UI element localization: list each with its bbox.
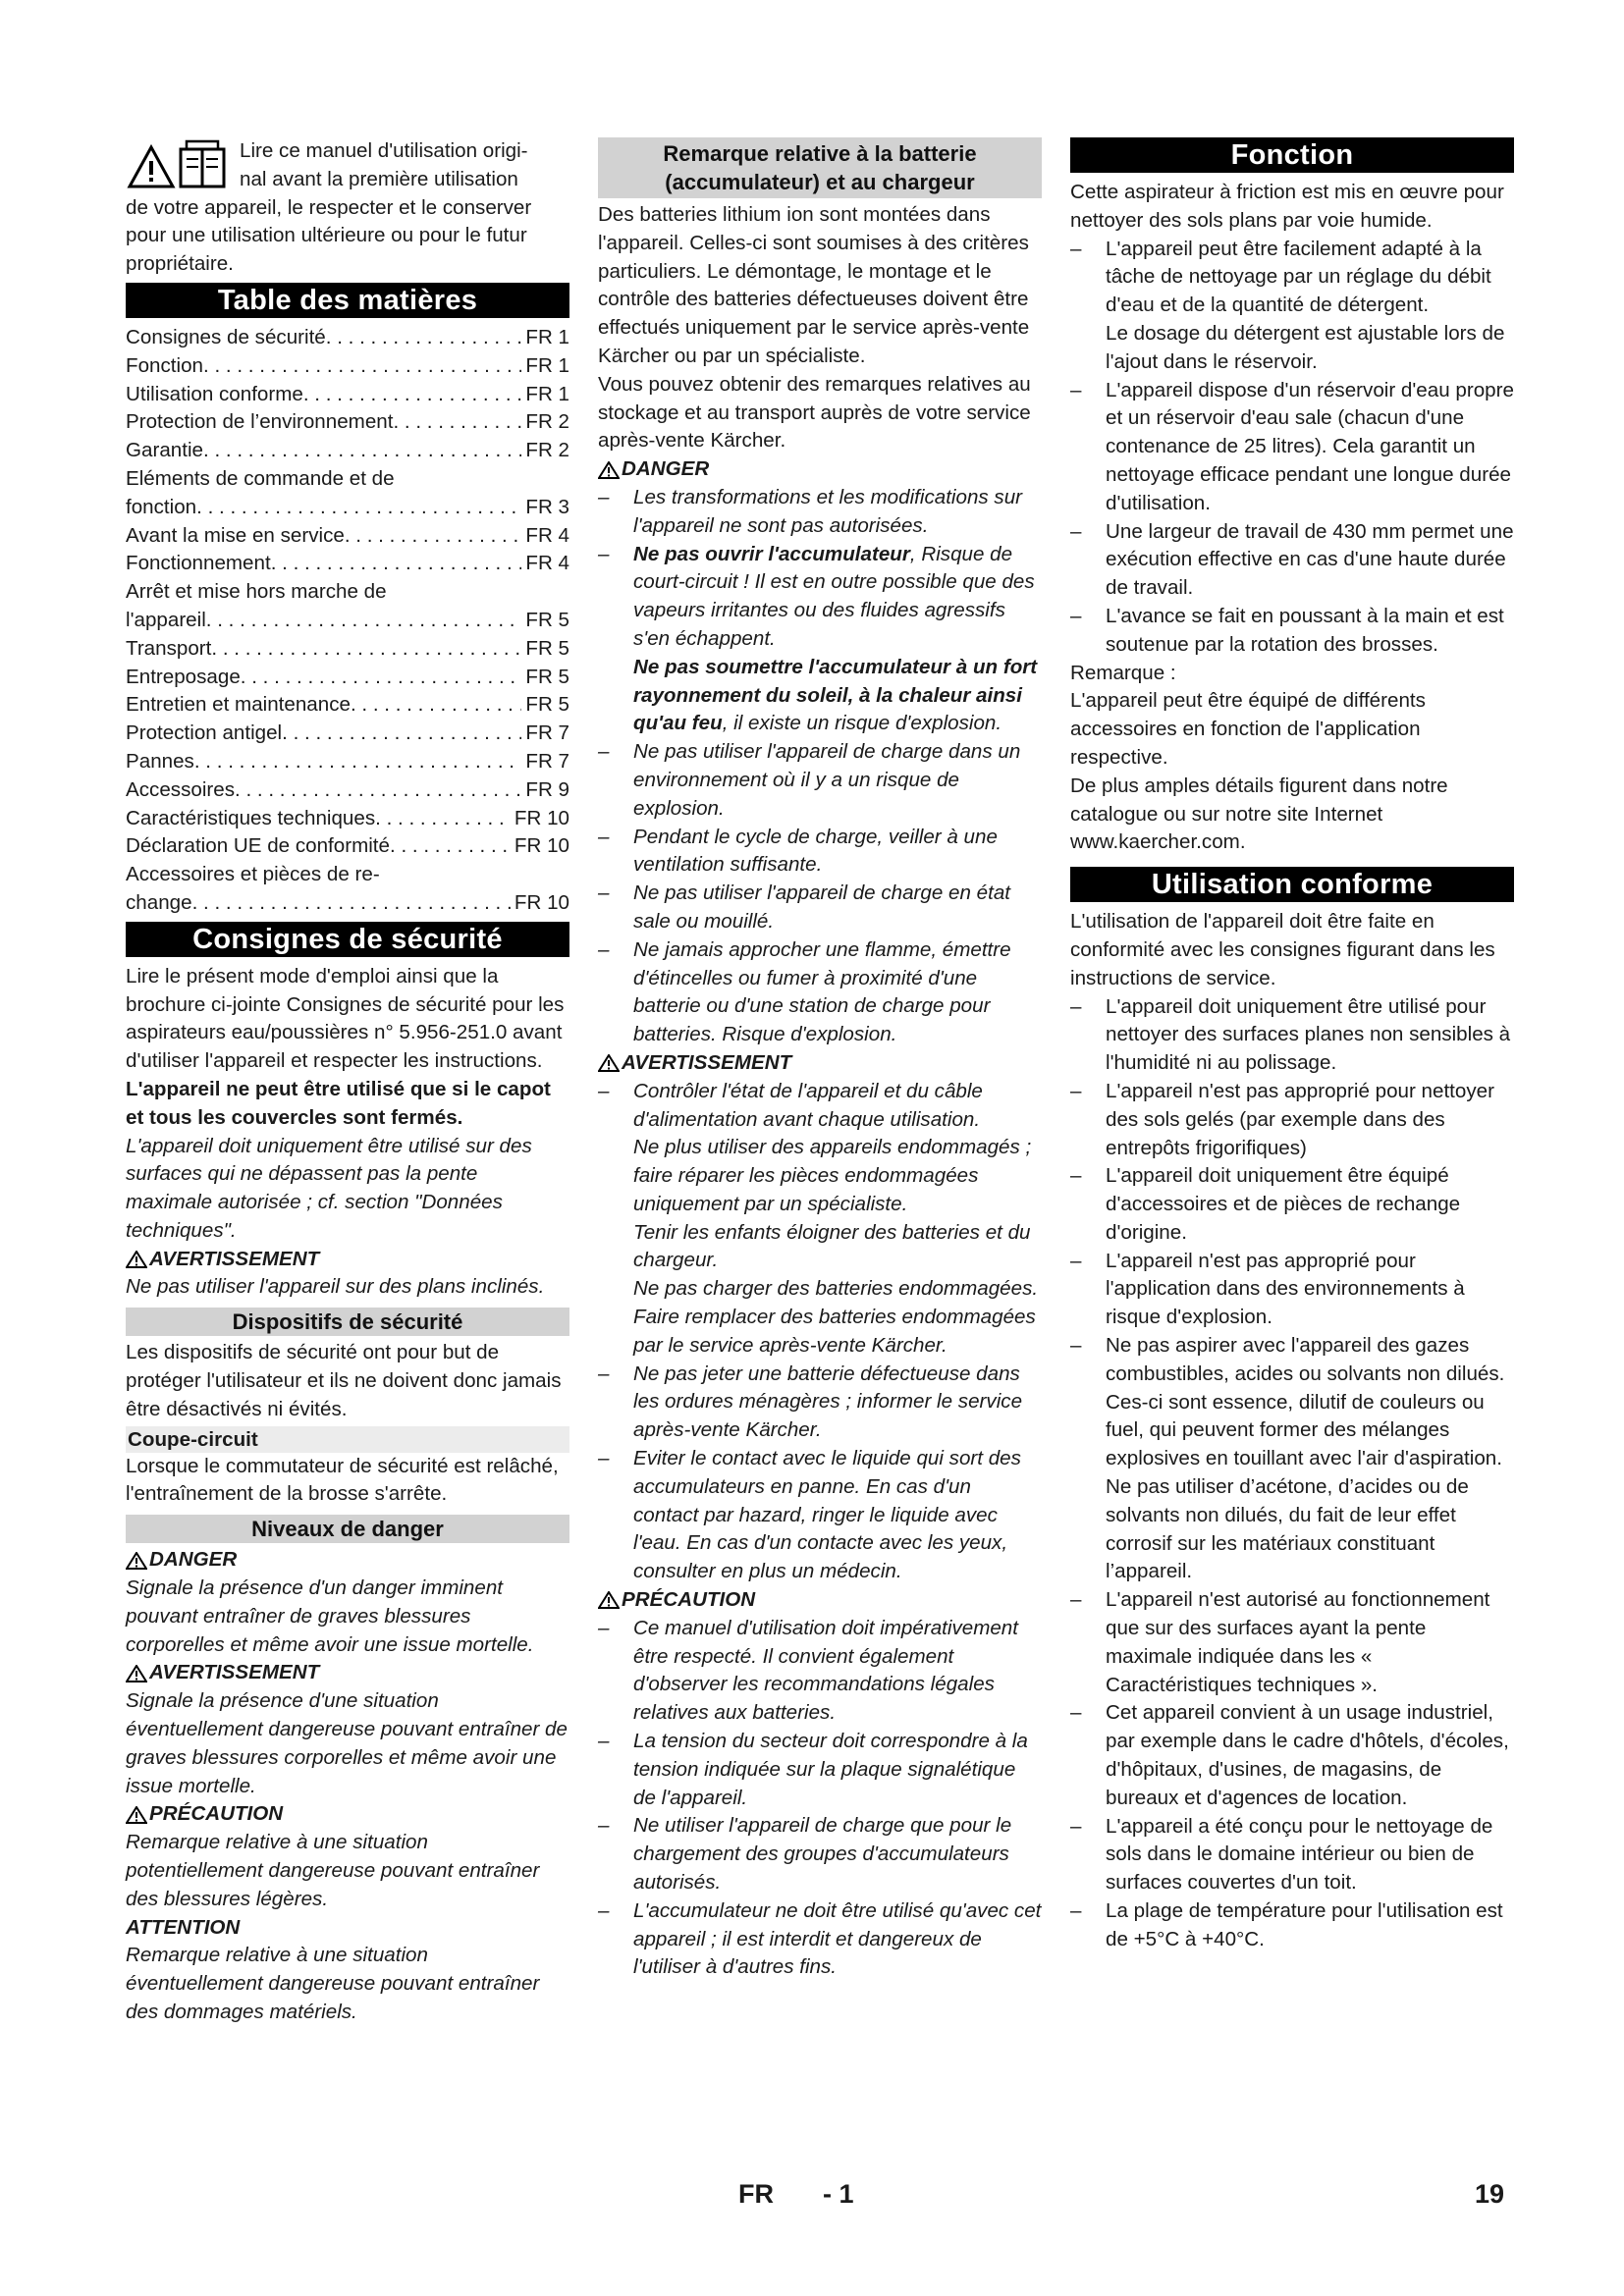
danger-level-text: Signale la présence d'un danger imminent pouvant entraîner de graves blessures corporelles et même avoir une issue mortelle. (126, 1576, 534, 1656)
cutout-text: Lorsque le commutateur de sécurité est relâché, l'entraînement de la brosse s'arrête. (126, 1454, 559, 1506)
function-item: – L'appareil dispose d'un réservoir d'eau propre et un réservoir d'eau sale (chacun d'une contenance de 25 litres). Cela garantit un nettoyage efficace pendant une longue durée d'utilisation. (1070, 378, 1514, 514)
intended-use-item: – Cet appareil convient à un usage industriel, par exemple dans le cadre d'hôtels, d'écoles, d'hôpitaux, d'usines, de magasins, de bureaux et d'agences de location. (1070, 1701, 1509, 1809)
intended-use-item: – L'appareil n'est autorisé au fonctionnement que sur des surfaces ayant la pente maximale indiquée dans les « Caractéristiques techniques ». (1070, 1588, 1490, 1696)
battery-warning-item: – Contrôler l'état de l'appareil et du câble d'alimentation avant chaque utilisation. Ne plus utiliser des appareils endommagés ; faire réparer les pièces endommagées uniquement par un spécialiste. Tenir les enfants éloigner des batteries et du chargeur. Ne pas charger des batteries endommagées. Faire remplacer des batteries endommagées par le service après-vente Kärcher. (598, 1079, 1039, 1357)
warning-text: Ne pas utiliser l'appareil sur des plans inclinés. (126, 1275, 545, 1299)
safety-slope-note: L'appareil doit uniquement être utilisé sur des surfaces qui ne dépassent pas la pente maximale autorisée ; cf. section "Données techniques". (126, 1134, 532, 1242)
battery-warning-item: – Ne pas jeter une batterie défectueuse dans les ordures ménagères ; informer le service après-vente Kärcher. (598, 1362, 1023, 1442)
battery-danger-item: – Les transformations et les modifications sur l'appareil ne sont pas autorisées. (598, 485, 1023, 537)
warning-triangle-icon (126, 1665, 147, 1682)
battery-caution-item: – L'accumulateur ne doit être utilisé qu'avec cet appareil ; il est interdit et dangereux de l'utiliser à d'autres fins. (598, 1898, 1042, 1979)
danger-level-label: DANGER (126, 1546, 569, 1575)
danger-levels (126, 1546, 569, 2027)
intended-use-item: – La plage de température pour l'utilisation est de +5°C à +40°C. (1070, 1899, 1503, 1950)
toc-entry: Entretien et maintenance . . . FR 5 (126, 691, 569, 720)
intended-use-item: – Ne pas aspirer avec l'appareil des gazes combustibles, acides ou solvants non dilués. Ces-ci sont essence, dilutif de couleurs ou fuel, qui peuvent former des mélanges explosives en touillant avec l'air d'aspiration. Ne pas utiliser d’acétone, d’acides ou de solvants non dilués, du fait de leur effet corrosif sur les matériaux constituant l’appareil. (1070, 1334, 1505, 1583)
safety-devices-heading: Dispositifs de sécurité (126, 1308, 569, 1336)
toc-entry: Déclaration UE de conformité . . . FR 10 (126, 832, 569, 861)
footer-page: - 1 (823, 2179, 854, 2209)
battery-p1: Des batteries lithium ion sont montées dans l'appareil. Celles-ci sont soumises à des critères particuliers. Le démontage, le montage et le contrôle des batteries défectueuses doivent être effectués uniquement par le service après-vente Kärcher ou par un spécialiste. (598, 203, 1030, 367)
intended-use-list (1070, 993, 1514, 1954)
warning-triangle-icon (598, 1591, 620, 1609)
warning-triangle-icon (126, 1251, 147, 1268)
warning-triangle-icon (126, 1552, 147, 1570)
column-right (1070, 137, 1514, 1954)
function-intro: Cette aspirateur à friction est mis en œuvre pour nettoyer des sols plans par voie humide. (1070, 181, 1504, 232)
warning-manual-icon (126, 137, 236, 190)
battery-caution-item: – Ce manuel d'utilisation doit impérativement être respecté. Il convient également d'observer les recommandations légales relatives aux batteries. (598, 1616, 1018, 1725)
danger-level-label: PRÉCAUTION (126, 1800, 569, 1829)
function-item: – Une largeur de travail de 430 mm permet une exécution effective en cas d'une haute durée de travail. (1070, 519, 1514, 600)
function-item: – L'appareil peut être facilement adapté à la tâche de nettoyage par un réglage du débit d'eau et de la quantité de détergent. Le dosage du détergent est ajustable lors de l'ajout dans le réservoir. (1070, 237, 1505, 373)
danger-level-text: Signale la présence d'une situation éventuellement dangereuse pouvant entraîner de graves blessures corporelles et même avoir une issue mortelle. (126, 1689, 568, 1797)
battery-heading: Remarque relative à la batterie (accumulateur) et au chargeur (598, 137, 1042, 198)
toc-entry: change . . . FR 10 (126, 889, 569, 918)
function-heading: Fonction (1070, 137, 1514, 173)
intro-line1: Lire ce manuel d'utilisation origi- (240, 139, 528, 162)
footer-language: FR (738, 2179, 774, 2209)
table-of-contents (126, 324, 569, 918)
safety-cover-note: L'appareil ne peut être utilisé que si le capot et tous les couvercles sont fermés. (126, 1077, 551, 1129)
function-item: – L'avance se fait en poussant à la main et est soutenue par la rotation des brosses. (1070, 604, 1504, 656)
battery-danger-label: DANGER (598, 455, 1042, 484)
toc-entry: Caractéristiques techniques . . . FR 10 (126, 805, 569, 833)
intended-use-item: – L'appareil doit uniquement être équipé d'accessoires et de pièces de rechange d'origine. (1070, 1164, 1461, 1244)
intended-use-intro: L'utilisation de l'appareil doit être faite en conformité avec les consignes figurant dans les instructions de service. (1070, 910, 1495, 989)
safety-heading: Consignes de sécurité (126, 922, 569, 957)
battery-caution-label: PRÉCAUTION (598, 1586, 1042, 1615)
battery-danger-item: – Ne pas utiliser l'appareil de charge en état sale ou mouillé. (598, 881, 1011, 933)
battery-danger-item: – Ne pas utiliser l'appareil de charge dans un environnement où il y a un risque de explosion. (598, 740, 1021, 820)
intended-use-item: – L'appareil a été conçu pour le nettoyage de sols dans le domaine intérieur ou bien de surfaces couvertes d'un toit. (1070, 1814, 1493, 1895)
toc-entry: Protection antigel . . . FR 7 (126, 720, 569, 748)
intro-line2: nal avant la première utilisation (240, 167, 518, 190)
battery-danger-item: – Ne jamais approcher une flamme, émettre d'étincelles ou fumer à proximité d'une batterie ou d'une station de charge pour batteries. Risque d'explosion. (598, 937, 1011, 1046)
toc-entry: Eléments de commande et de (126, 466, 395, 490)
toc-entry: Fonctionnement . . . FR 4 (126, 550, 569, 578)
remark-text-2: De plus amples détails figurent dans notre catalogue ou sur notre site Internet www.kaercher.com. (1070, 774, 1448, 854)
column-middle (598, 137, 1042, 1982)
toc-entry: l'appareil . . . FR 5 (126, 607, 569, 635)
safety-devices-text: Les dispositifs de sécurité ont pour but de protéger l'utilisateur et ils ne doivent donc jamais être désactivés ni évités. (126, 1341, 562, 1420)
toc-entry: Transport . . . FR 5 (126, 635, 569, 664)
toc-heading: Table des matières (126, 283, 569, 318)
intended-use-item: – L'appareil n'est pas approprié pour l'application dans des environnements à risque d'explosion. (1070, 1249, 1465, 1329)
intro-rest: de votre appareil, le respecter et le conserver pour une utilisation ultérieure ou pour le futur propriétaire. (126, 195, 532, 276)
toc-entry: Consignes de sécurité . . . FR 1 (126, 324, 569, 352)
intended-use-item: – L'appareil doit uniquement être utilisé pour nettoyer des surfaces planes non sensibles à l'humidité ni au polissage. (1070, 994, 1511, 1075)
column-left (126, 137, 569, 2027)
toc-entry: Garantie . . . FR 2 (126, 437, 569, 465)
footer-page-number: 19 (1475, 2179, 1505, 2209)
toc-entry: Protection de l’environnement . . . FR 2 (126, 408, 569, 437)
remark-label: Remarque : (1070, 661, 1176, 684)
warning-triangle-icon (598, 461, 620, 479)
toc-entry: Utilisation conforme . . . FR 1 (126, 381, 569, 409)
danger-level-text: Remarque relative à une situation potentiellement dangereuse pouvant entraîner des blessures légères. (126, 1831, 540, 1910)
toc-entry: Avant la mise en service . . . FR 4 (126, 522, 569, 551)
toc-entry: fonction . . . FR 3 (126, 494, 569, 522)
battery-danger-item: – Ne pas ouvrir l'accumulateur, Risque de court-circuit ! Il est en outre possible que des vapeurs irritantes ou des fluides agressifs s'en échappent. Ne pas soumettre l'accumulateur à un fort rayonnement du soleil, à la chaleur ainsi qu'au feu, il existe un risque d'explosion. (598, 542, 1038, 735)
toc-entry: Accessoires et pièces de re- (126, 863, 380, 886)
danger-level-label: ATTENTION (126, 1915, 241, 1939)
battery-warning-item: – Eviter le contact avec le liquide qui sort des accumulateurs en panne. En cas d'un contact par hazard, ringer le liquide avec l'eau. En cas d'un contacte avec les yeux, consulter en plus un médecin. (598, 1447, 1021, 1583)
warning-label: AVERTISSEMENT (126, 1246, 569, 1274)
danger-level-label: AVERTISSEMENT (126, 1659, 569, 1687)
cutout-heading: Coupe-circuit (126, 1426, 569, 1453)
warning-triangle-icon (126, 1806, 147, 1824)
battery-caution-item: – Ne utiliser l'appareil de charge que pour le chargement des groupes d'accumulateurs autorisés. (598, 1814, 1012, 1895)
warning-triangle-icon (598, 1054, 620, 1072)
danger-levels-heading: Niveaux de danger (126, 1515, 569, 1543)
remark-text-1: L'appareil peut être équipé de différents accessoires en fonction de l'application respective. (1070, 689, 1426, 769)
battery-danger-item: – Pendant le cycle de charge, veiller à une ventilation suffisante. (598, 825, 998, 877)
toc-entry: Fonction . . . FR 1 (126, 352, 569, 381)
danger-level-text: Remarque relative à une situation éventuellement dangereuse pouvant entraîner des dommages matériels. (126, 1944, 540, 2024)
battery-warning-label: AVERTISSEMENT (598, 1049, 1042, 1078)
battery-p2: Vous pouvez obtenir des remarques relatives au stockage et au transport auprès de votre service après-vente Kärcher. (598, 372, 1031, 453)
intended-use-item: – L'appareil n'est pas approprié pour nettoyer des sols gelés (par exemple dans des entrepôts frigorifiques) (1070, 1079, 1494, 1159)
toc-entry: Pannes . . . FR 7 (126, 748, 569, 776)
battery-caution-item: – La tension du secteur doit correspondre à la tension indiquée sur la plaque signalétique de l'appareil. (598, 1730, 1028, 1809)
toc-entry: Entreposage . . . FR 5 (126, 664, 569, 692)
intended-use-heading: Utilisation conforme (1070, 867, 1514, 902)
toc-entry: Arrêt et mise hors marche de (126, 580, 387, 604)
toc-entry: Accessoires . . . FR 9 (126, 776, 569, 805)
intro-paragraph (126, 137, 569, 279)
safety-intro: Lire le présent mode d'emploi ainsi que la brochure ci-jointe Consignes de sécurité pour les aspirateurs eau/poussières n° 5.956-251.0 avant d'utiliser l'appareil et respecter les instructions. (126, 964, 565, 1073)
